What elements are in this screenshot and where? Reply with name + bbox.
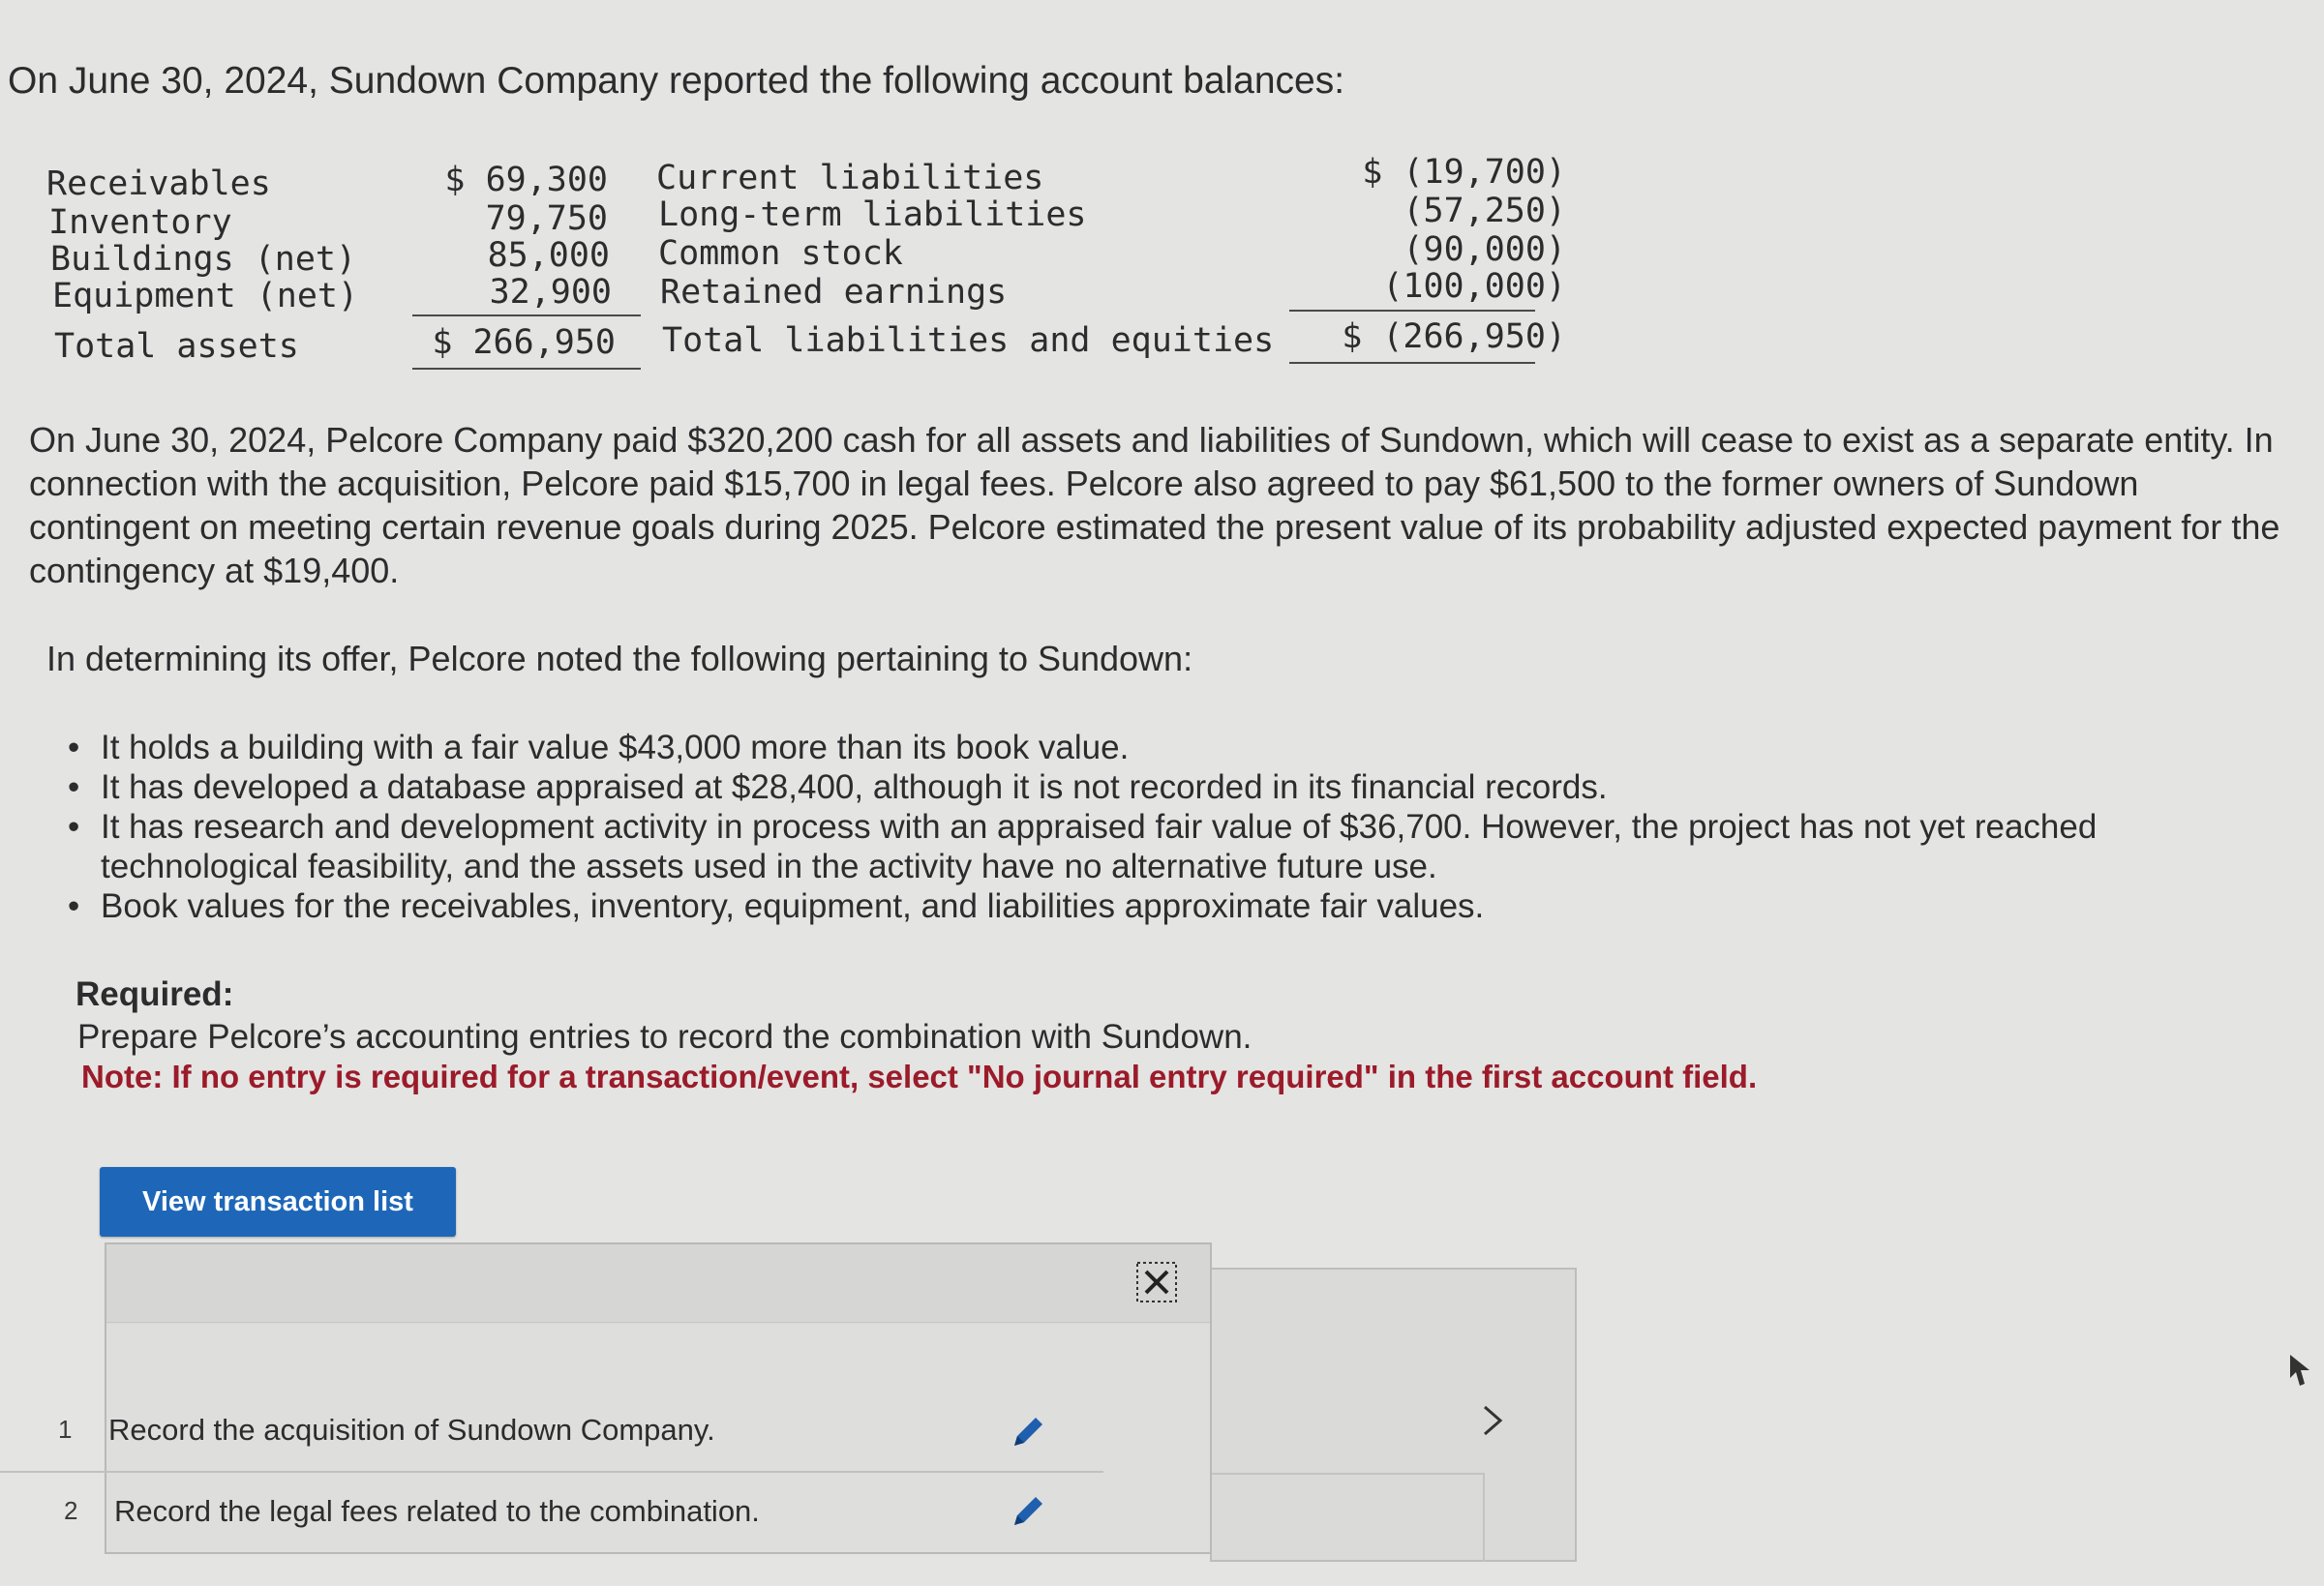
required-text: Prepare Pelcore’s accounting entries to record the combination with Sundown. xyxy=(77,1018,1253,1056)
close-icon[interactable] xyxy=(1134,1260,1179,1304)
list-item xyxy=(68,886,2246,926)
asset-value: $ 69,300 xyxy=(444,161,608,199)
total-liabilities-label: Total liabilities and equities xyxy=(662,321,1275,360)
list-item-text: Book values for the receivables, inventory, equipment, and liabilities approximate fair values. xyxy=(101,887,1485,925)
bullet-icon: • xyxy=(68,768,80,806)
required-title: Required: xyxy=(75,975,234,1013)
required-note: Note: If no entry is required for a transaction/event, select "No journal entry required" in the first account field. xyxy=(81,1059,1758,1094)
bullet-icon: • xyxy=(68,808,80,846)
total-assets-label: Total assets xyxy=(54,327,299,366)
list-item-text: It holds a building with a fair value $43,000 more than its book value. xyxy=(101,729,1130,766)
liability-label: Long-term liabilities xyxy=(658,195,1087,234)
offer-intro: In determining its offer, Pelcore noted the following pertaining to Sundown: xyxy=(46,639,1193,678)
mouse-cursor-icon xyxy=(2286,1351,2315,1390)
transaction-number: 2 xyxy=(64,1496,78,1525)
problem-paragraph: On June 30, 2024, Pelcore Company paid $320,200 cash for all assets and liabilities of Sundown, which will cease to exist as a separate entity. In connection with the acquisition, Pelcore paid $15,700 in legal fees. Pelcore also agreed to pay $61,500 to the former owners of Sundown contingent on meeting certain revenue goals during 2025. Pelcore estimated the present value of its probability adjusted expected payment for the contingency at $19,400. xyxy=(29,420,2280,590)
edit-pencil-icon[interactable] xyxy=(1009,1492,1047,1531)
asset-label: Equipment (net) xyxy=(52,277,359,315)
chevron-right-icon[interactable] xyxy=(1473,1401,1512,1440)
liability-value: (100,000) xyxy=(1382,267,1566,306)
transaction-row[interactable] xyxy=(0,1393,1103,1471)
edit-pencil-icon[interactable] xyxy=(1009,1413,1047,1451)
view-transaction-list-button[interactable]: View transaction list xyxy=(100,1167,456,1237)
asset-value: 85,000 xyxy=(487,236,610,275)
transaction-number: 1 xyxy=(58,1415,73,1444)
balance-sheet xyxy=(46,153,1566,377)
liability-value: $ (19,700) xyxy=(1362,153,1566,192)
bullet-icon: • xyxy=(68,887,80,925)
liability-value: (57,250) xyxy=(1403,192,1566,230)
fact-list xyxy=(68,728,2246,926)
total-rule xyxy=(1289,362,1535,364)
asset-value: 79,750 xyxy=(485,199,608,238)
intro-text: On June 30, 2024, Sundown Company reported the following account balances: xyxy=(8,60,1345,102)
transaction-row[interactable] xyxy=(0,1471,1103,1550)
total-rule xyxy=(412,368,641,370)
total-assets-value: $ 266,950 xyxy=(432,323,616,362)
panel-header xyxy=(106,1244,1210,1323)
total-liabilities-value: $ (266,950) xyxy=(1342,317,1566,356)
subtotal-rule xyxy=(1289,310,1535,312)
list-item-text: It has developed a database appraised at $28,400, although it is not recorded in its financial records. xyxy=(101,768,1608,806)
list-item xyxy=(68,728,2246,767)
list-item-text: It has research and development activity in process with an appraised fair value of $36,700. However, the project has not yet reached technological feasibility, and the assets used in the activity have no alternative future use. xyxy=(101,808,2098,885)
asset-label: Inventory xyxy=(48,203,232,242)
liability-label: Common stock xyxy=(658,234,903,273)
transaction-text: Record the acquisition of Sundown Company. xyxy=(108,1413,715,1447)
entry-panel-right xyxy=(1210,1268,1577,1562)
bullet-icon: • xyxy=(68,729,80,766)
subtotal-rule xyxy=(412,314,641,316)
entry-panel-inner xyxy=(1212,1473,1485,1562)
asset-value: 32,900 xyxy=(489,273,612,312)
liability-label: Current liabilities xyxy=(656,159,1044,197)
liability-value: (90,000) xyxy=(1403,230,1566,269)
asset-label: Receivables xyxy=(46,165,271,203)
liability-label: Retained earnings xyxy=(660,273,1008,312)
list-item xyxy=(68,807,2246,886)
asset-label: Buildings (net) xyxy=(50,240,357,279)
list-item xyxy=(68,767,2246,807)
transaction-text: Record the legal fees related to the combination. xyxy=(114,1494,760,1528)
